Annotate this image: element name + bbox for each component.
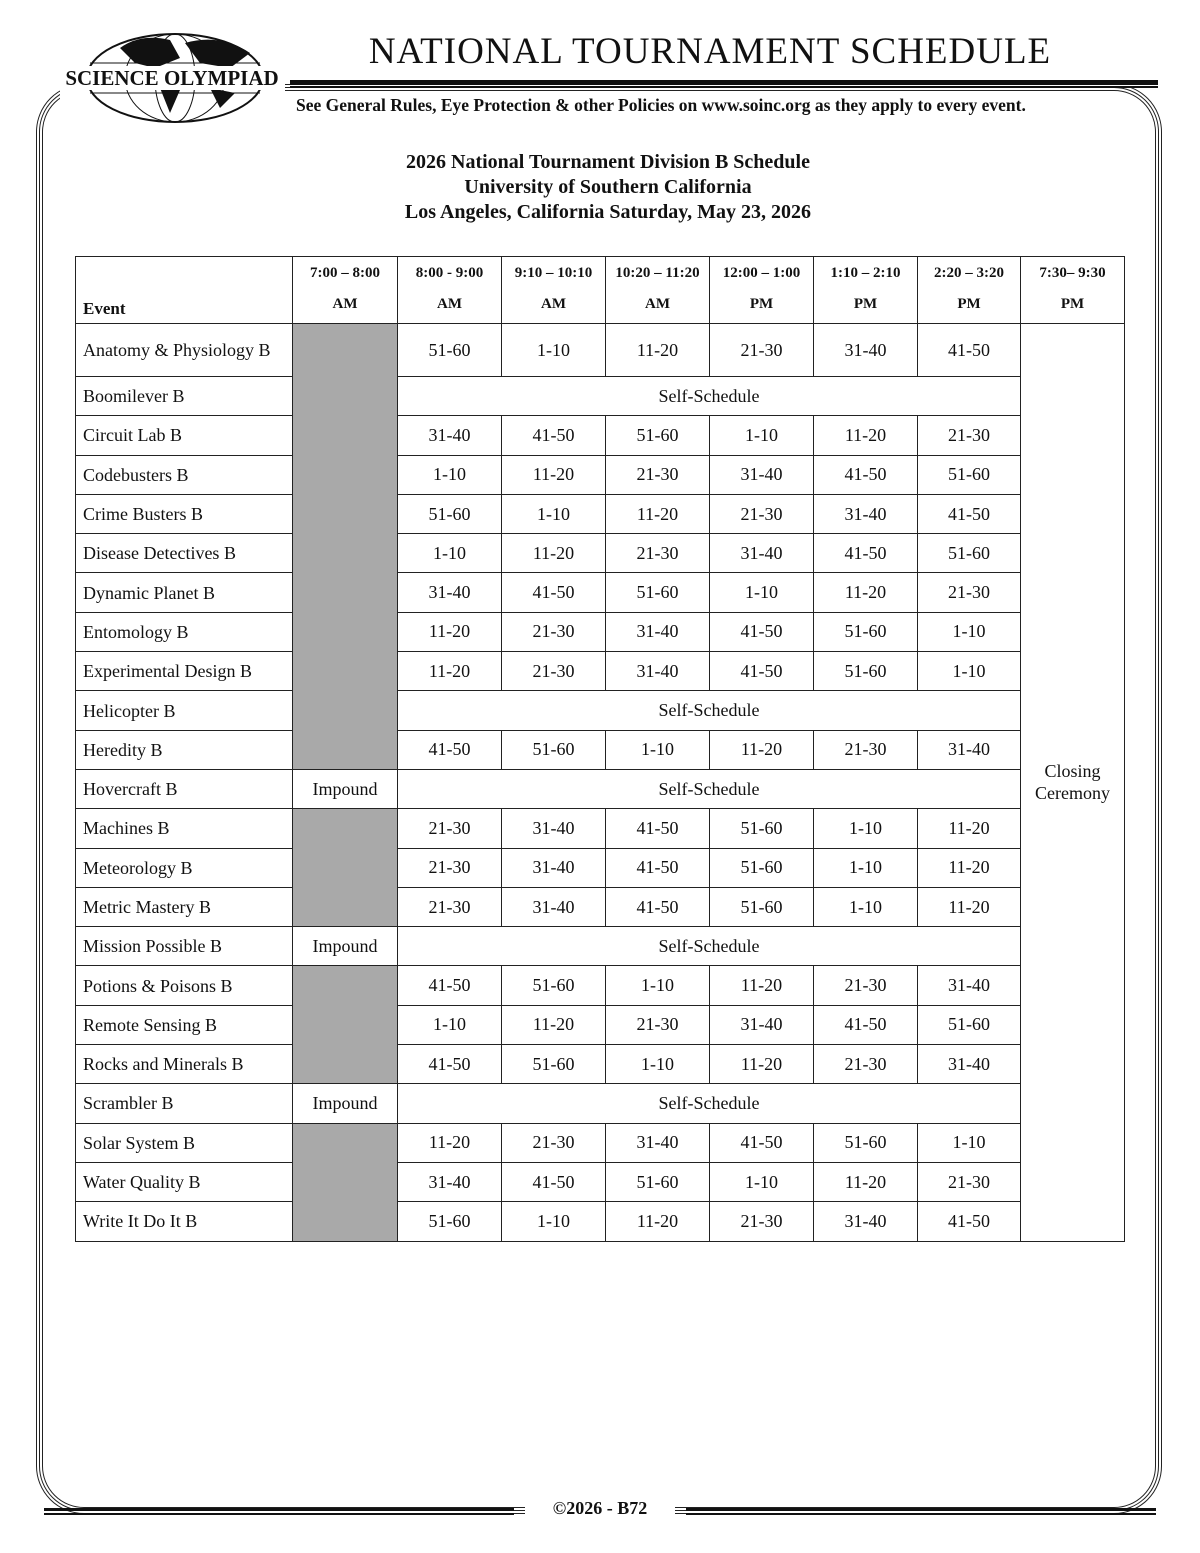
team-range-cell: 51-60 bbox=[606, 416, 710, 455]
team-range-cell: 21-30 bbox=[502, 652, 606, 691]
team-range-cell: 11-20 bbox=[814, 416, 918, 455]
team-range-cell: 1-10 bbox=[710, 1162, 814, 1201]
team-range-cell: 11-20 bbox=[710, 966, 814, 1005]
team-range-cell: 1-10 bbox=[502, 324, 606, 377]
team-range-cell: 21-30 bbox=[502, 1123, 606, 1162]
team-range-cell: 41-50 bbox=[814, 455, 918, 494]
event-name: Circuit Lab B bbox=[76, 416, 293, 455]
heading-line-2: University of Southern California bbox=[464, 176, 752, 198]
science-olympiad-logo bbox=[60, 28, 285, 128]
heading-line-1: 2026 National Tournament Division B Schedule bbox=[406, 151, 810, 173]
table-row bbox=[76, 848, 1125, 887]
column-period: PM bbox=[749, 296, 774, 312]
team-range-cell: 31-40 bbox=[502, 848, 606, 887]
team-range-cell: 41-50 bbox=[918, 324, 1021, 377]
team-range-cell: 51-60 bbox=[398, 1202, 502, 1241]
logo-text: SCIENCE OLYMPIAD bbox=[65, 66, 279, 90]
self-schedule-cell: Self-Schedule bbox=[398, 769, 1021, 808]
table-row bbox=[76, 652, 1125, 691]
column-time: 12:00 – 1:00 bbox=[722, 265, 801, 281]
table-row bbox=[76, 573, 1125, 612]
event-name: Anatomy & Physiology B bbox=[76, 324, 293, 377]
event-name: Experimental Design B bbox=[76, 652, 293, 691]
table-header-row bbox=[76, 257, 1125, 324]
team-range-cell: 31-40 bbox=[502, 809, 606, 848]
team-range-cell: 31-40 bbox=[710, 534, 814, 573]
team-range-cell: 41-50 bbox=[918, 1202, 1021, 1241]
column-time: 7:00 – 8:00 bbox=[310, 265, 380, 281]
team-range-cell: 31-40 bbox=[398, 573, 502, 612]
team-range-cell: 41-50 bbox=[710, 612, 814, 651]
table-row bbox=[76, 1005, 1125, 1044]
team-range-cell: 1-10 bbox=[606, 730, 710, 769]
event-name: Potions & Poisons B bbox=[76, 966, 293, 1005]
event-name: Disease Detectives B bbox=[76, 534, 293, 573]
time-column-header bbox=[293, 257, 398, 324]
team-range-cell: 1-10 bbox=[502, 494, 606, 533]
team-range-cell: 41-50 bbox=[918, 494, 1021, 533]
team-range-cell: 1-10 bbox=[398, 534, 502, 573]
time-column-header bbox=[710, 257, 814, 324]
heading-line-3: Los Angeles, California Saturday, May 23, 2026 bbox=[404, 201, 812, 223]
table-row bbox=[76, 966, 1125, 1005]
page-title: NATIONAL TOURNAMENT SCHEDULE bbox=[290, 30, 1130, 73]
team-range-cell: 1-10 bbox=[502, 1202, 606, 1241]
event-name: Boomilever B bbox=[76, 377, 293, 416]
team-range-cell: 11-20 bbox=[398, 652, 502, 691]
team-range-cell: 1-10 bbox=[398, 455, 502, 494]
team-range-cell: 51-60 bbox=[398, 494, 502, 533]
column-period: PM bbox=[853, 296, 878, 312]
event-name: Helicopter B bbox=[76, 691, 293, 730]
team-range-cell: 41-50 bbox=[606, 887, 710, 926]
team-range-cell: 41-50 bbox=[606, 848, 710, 887]
team-range-cell: 31-40 bbox=[398, 1162, 502, 1201]
self-schedule-cell: Self-Schedule bbox=[398, 927, 1021, 966]
team-range-cell: 11-20 bbox=[606, 1202, 710, 1241]
impound-cell: Impound bbox=[293, 769, 398, 808]
unused-slot-cell bbox=[293, 809, 398, 927]
column-period: AM bbox=[645, 296, 670, 312]
team-range-cell: 51-60 bbox=[710, 887, 814, 926]
team-range-cell: 11-20 bbox=[918, 809, 1021, 848]
table-row bbox=[76, 324, 1125, 377]
team-range-cell: 21-30 bbox=[814, 730, 918, 769]
event-name: Dynamic Planet B bbox=[76, 573, 293, 612]
team-range-cell: 1-10 bbox=[918, 612, 1021, 651]
event-column-header: Event bbox=[76, 257, 293, 324]
team-range-cell: 21-30 bbox=[398, 848, 502, 887]
column-period: AM bbox=[437, 296, 462, 312]
column-time: 10:20 – 11:20 bbox=[615, 265, 700, 281]
team-range-cell: 11-20 bbox=[606, 324, 710, 377]
team-range-cell: 11-20 bbox=[398, 1123, 502, 1162]
team-range-cell: 41-50 bbox=[814, 534, 918, 573]
event-name: Metric Mastery B bbox=[76, 887, 293, 926]
event-name: Codebusters B bbox=[76, 455, 293, 494]
time-column-header bbox=[918, 257, 1021, 324]
team-range-cell: 1-10 bbox=[814, 809, 918, 848]
impound-cell: Impound bbox=[293, 1084, 398, 1123]
team-range-cell: 41-50 bbox=[398, 966, 502, 1005]
column-time: 7:30– 9:30 bbox=[1039, 265, 1106, 281]
event-name: Solar System B bbox=[76, 1123, 293, 1162]
team-range-cell: 21-30 bbox=[606, 455, 710, 494]
team-range-cell: 31-40 bbox=[398, 416, 502, 455]
event-name: Hovercraft B bbox=[76, 769, 293, 808]
team-range-cell: 11-20 bbox=[814, 1162, 918, 1201]
team-range-cell: 31-40 bbox=[814, 494, 918, 533]
column-time: 8:00 - 9:00 bbox=[415, 265, 484, 281]
column-period: AM bbox=[541, 296, 566, 312]
team-range-cell: 11-20 bbox=[710, 730, 814, 769]
event-name: Write It Do It B bbox=[76, 1202, 293, 1241]
unused-slot-cell bbox=[293, 966, 398, 1084]
team-range-cell: 21-30 bbox=[918, 1162, 1021, 1201]
team-range-cell: 41-50 bbox=[398, 1045, 502, 1084]
event-name: Rocks and Minerals B bbox=[76, 1045, 293, 1084]
table-row bbox=[76, 377, 1125, 416]
table-row bbox=[76, 769, 1125, 808]
team-range-cell: 11-20 bbox=[814, 573, 918, 612]
table-row bbox=[76, 809, 1125, 848]
team-range-cell: 31-40 bbox=[710, 455, 814, 494]
team-range-cell: 11-20 bbox=[502, 455, 606, 494]
team-range-cell: 1-10 bbox=[710, 573, 814, 612]
team-range-cell: 41-50 bbox=[502, 573, 606, 612]
team-range-cell: 21-30 bbox=[710, 494, 814, 533]
event-name: Heredity B bbox=[76, 730, 293, 769]
team-range-cell: 21-30 bbox=[398, 809, 502, 848]
team-range-cell: 11-20 bbox=[398, 612, 502, 651]
column-period: PM bbox=[957, 296, 981, 312]
event-name: Crime Busters B bbox=[76, 494, 293, 533]
team-range-cell: 31-40 bbox=[606, 1123, 710, 1162]
column-time: 9:10 – 10:10 bbox=[514, 265, 593, 281]
team-range-cell: 31-40 bbox=[606, 612, 710, 651]
schedule-heading bbox=[0, 150, 1200, 225]
team-range-cell: 11-20 bbox=[918, 887, 1021, 926]
time-column-header bbox=[1021, 257, 1125, 324]
team-range-cell: 41-50 bbox=[710, 652, 814, 691]
team-range-cell: 1-10 bbox=[918, 652, 1021, 691]
column-time: 1:10 – 2:10 bbox=[830, 265, 901, 281]
time-column-header bbox=[502, 257, 606, 324]
team-range-cell: 31-40 bbox=[918, 966, 1021, 1005]
table-row bbox=[76, 416, 1125, 455]
table-row bbox=[76, 1084, 1125, 1123]
team-range-cell: 41-50 bbox=[502, 1162, 606, 1201]
event-name: Remote Sensing B bbox=[76, 1005, 293, 1044]
event-name: Mission Possible B bbox=[76, 927, 293, 966]
team-range-cell: 51-60 bbox=[710, 809, 814, 848]
team-range-cell: 1-10 bbox=[606, 966, 710, 1005]
team-range-cell: 21-30 bbox=[814, 1045, 918, 1084]
footer bbox=[0, 1498, 1200, 1519]
team-range-cell: 1-10 bbox=[398, 1005, 502, 1044]
title-rule bbox=[290, 80, 1158, 88]
team-range-cell: 11-20 bbox=[502, 1005, 606, 1044]
column-period: AM bbox=[332, 296, 358, 312]
event-name: Meteorology B bbox=[76, 848, 293, 887]
team-range-cell: 41-50 bbox=[398, 730, 502, 769]
team-range-cell: 51-60 bbox=[918, 455, 1021, 494]
table-row bbox=[76, 455, 1125, 494]
time-column-header bbox=[606, 257, 710, 324]
team-range-cell: 21-30 bbox=[710, 324, 814, 377]
team-range-cell: 31-40 bbox=[814, 1202, 918, 1241]
team-range-cell: 1-10 bbox=[918, 1123, 1021, 1162]
team-range-cell: 21-30 bbox=[502, 612, 606, 651]
team-range-cell: 51-60 bbox=[502, 1045, 606, 1084]
team-range-cell: 51-60 bbox=[606, 1162, 710, 1201]
table-row bbox=[76, 494, 1125, 533]
team-range-cell: 41-50 bbox=[606, 809, 710, 848]
table-row bbox=[76, 612, 1125, 651]
unused-slot-cell bbox=[293, 1123, 398, 1241]
table-row bbox=[76, 1202, 1125, 1241]
column-period: PM bbox=[1060, 296, 1085, 312]
table-row bbox=[76, 534, 1125, 573]
schedule-table bbox=[75, 256, 1125, 1242]
team-range-cell: 11-20 bbox=[918, 848, 1021, 887]
team-range-cell: 51-60 bbox=[814, 1123, 918, 1162]
table-row bbox=[76, 927, 1125, 966]
team-range-cell: 1-10 bbox=[710, 416, 814, 455]
team-range-cell: 51-60 bbox=[918, 1005, 1021, 1044]
team-range-cell: 21-30 bbox=[918, 573, 1021, 612]
column-time: 2:20 – 3:20 bbox=[934, 265, 1004, 281]
event-name: Water Quality B bbox=[76, 1162, 293, 1201]
unused-slot-cell bbox=[293, 324, 398, 770]
team-range-cell: 31-40 bbox=[814, 324, 918, 377]
closing-ceremony-cell: Closing Ceremony bbox=[1021, 324, 1125, 1242]
table-row bbox=[76, 887, 1125, 926]
team-range-cell: 31-40 bbox=[502, 887, 606, 926]
team-range-cell: 21-30 bbox=[710, 1202, 814, 1241]
team-range-cell: 31-40 bbox=[918, 1045, 1021, 1084]
team-range-cell: 21-30 bbox=[606, 1005, 710, 1044]
team-range-cell: 11-20 bbox=[606, 494, 710, 533]
team-range-cell: 41-50 bbox=[814, 1005, 918, 1044]
team-range-cell: 21-30 bbox=[398, 887, 502, 926]
team-range-cell: 51-60 bbox=[814, 652, 918, 691]
impound-cell: Impound bbox=[293, 927, 398, 966]
team-range-cell: 51-60 bbox=[918, 534, 1021, 573]
team-range-cell: 31-40 bbox=[918, 730, 1021, 769]
time-column-header bbox=[814, 257, 918, 324]
self-schedule-cell: Self-Schedule bbox=[398, 377, 1021, 416]
team-range-cell: 41-50 bbox=[502, 416, 606, 455]
team-range-cell: 21-30 bbox=[814, 966, 918, 1005]
team-range-cell: 11-20 bbox=[710, 1045, 814, 1084]
event-name: Scrambler B bbox=[76, 1084, 293, 1123]
policy-note: See General Rules, Eye Protection & other Policies on www.soinc.org as they apply to every event. bbox=[296, 95, 1032, 116]
team-range-cell: 51-60 bbox=[606, 573, 710, 612]
footer-code: ©2026 - B72 bbox=[525, 1498, 675, 1518]
team-range-cell: 51-60 bbox=[502, 966, 606, 1005]
team-range-cell: 21-30 bbox=[606, 534, 710, 573]
team-range-cell: 51-60 bbox=[814, 612, 918, 651]
team-range-cell: 51-60 bbox=[398, 324, 502, 377]
globe-icon bbox=[60, 28, 285, 128]
table-row bbox=[76, 730, 1125, 769]
team-range-cell: 51-60 bbox=[502, 730, 606, 769]
self-schedule-cell: Self-Schedule bbox=[398, 1084, 1021, 1123]
team-range-cell: 51-60 bbox=[710, 848, 814, 887]
team-range-cell: 21-30 bbox=[918, 416, 1021, 455]
team-range-cell: 1-10 bbox=[814, 887, 918, 926]
team-range-cell: 31-40 bbox=[710, 1005, 814, 1044]
table-row bbox=[76, 1162, 1125, 1201]
table-row bbox=[76, 1045, 1125, 1084]
team-range-cell: 1-10 bbox=[606, 1045, 710, 1084]
event-name: Machines B bbox=[76, 809, 293, 848]
event-name: Entomology B bbox=[76, 612, 293, 651]
table-row bbox=[76, 1123, 1125, 1162]
table-row bbox=[76, 691, 1125, 730]
self-schedule-cell: Self-Schedule bbox=[398, 691, 1021, 730]
team-range-cell: 11-20 bbox=[502, 534, 606, 573]
time-column-header bbox=[398, 257, 502, 324]
team-range-cell: 31-40 bbox=[606, 652, 710, 691]
team-range-cell: 1-10 bbox=[814, 848, 918, 887]
team-range-cell: 41-50 bbox=[710, 1123, 814, 1162]
